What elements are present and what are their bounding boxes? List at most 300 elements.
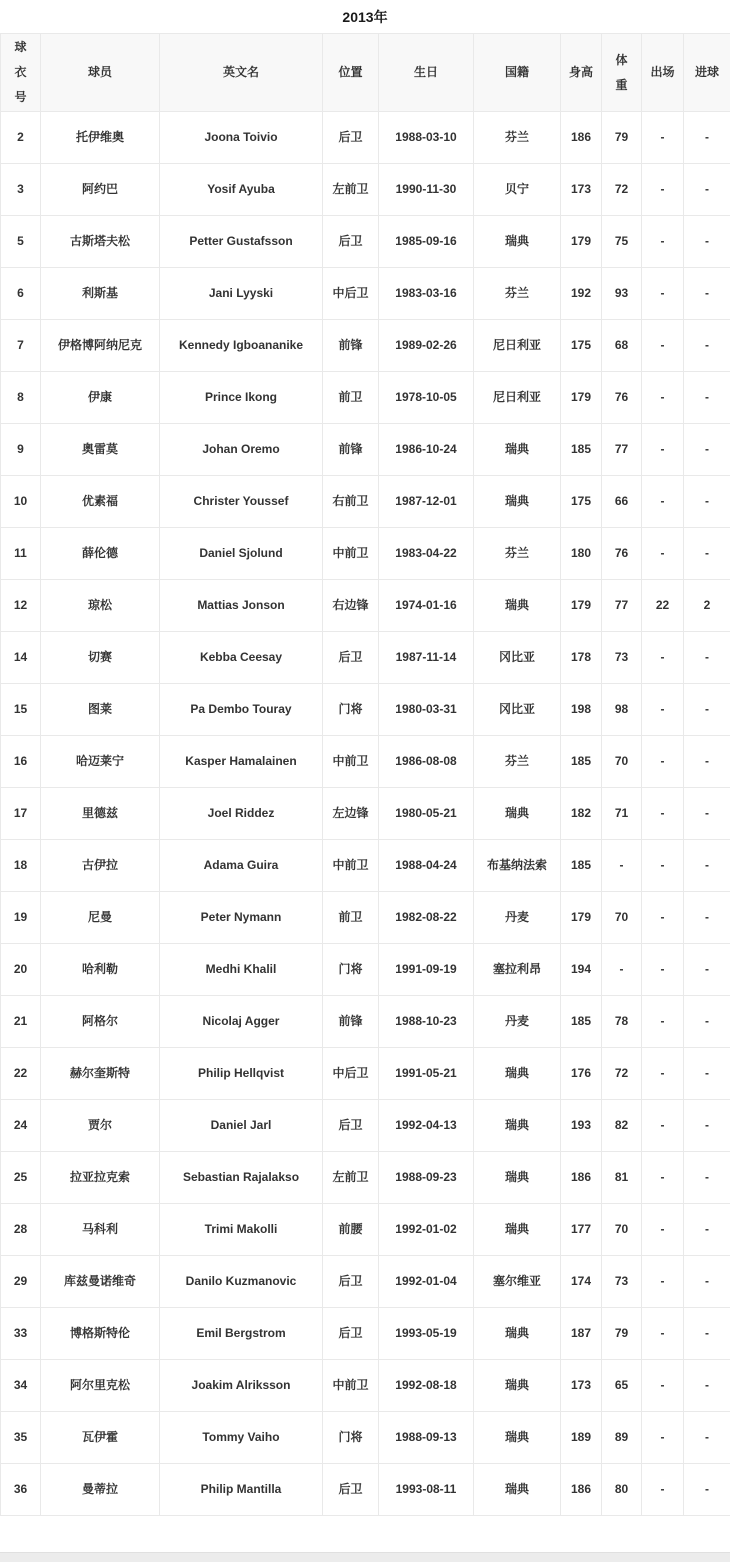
height-cell: 178 bbox=[561, 632, 602, 684]
jersey-number-cell: 36 bbox=[1, 1464, 41, 1516]
nationality-cell: 瑞典 bbox=[474, 1100, 561, 1152]
goals-cell: - bbox=[684, 424, 730, 476]
appearances-cell: - bbox=[642, 788, 684, 840]
birthdate-cell: 1986-10-24 bbox=[379, 424, 474, 476]
birthdate-cell: 1989-02-26 bbox=[379, 320, 474, 372]
player-row bbox=[1, 1152, 730, 1204]
jersey-number-cell: 5 bbox=[1, 216, 41, 268]
position-cell: 中前卫 bbox=[323, 1360, 379, 1412]
player-name-en-cell: Medhi Khalil bbox=[160, 944, 323, 996]
appearances-cell: - bbox=[642, 684, 684, 736]
player-name-cn-cell: 奥雷莫 bbox=[41, 424, 160, 476]
birthdate-cell: 1987-11-14 bbox=[379, 632, 474, 684]
jersey-number-cell: 24 bbox=[1, 1100, 41, 1152]
goals-cell: - bbox=[684, 632, 730, 684]
player-name-cn-cell: 琼松 bbox=[41, 580, 160, 632]
column-header-birthdate: 生日 bbox=[379, 34, 474, 112]
column-header-jersey-number: 球衣号 bbox=[1, 34, 41, 112]
jersey-number-cell: 3 bbox=[1, 164, 41, 216]
player-name-cn-cell: 阿约巴 bbox=[41, 164, 160, 216]
appearances-cell: - bbox=[642, 1412, 684, 1464]
height-cell: 179 bbox=[561, 372, 602, 424]
goals-cell: - bbox=[684, 112, 730, 164]
player-name-en-cell: Joona Toivio bbox=[160, 112, 323, 164]
jersey-number-cell: 29 bbox=[1, 1256, 41, 1308]
nationality-cell: 瑞典 bbox=[474, 1308, 561, 1360]
appearances-cell: - bbox=[642, 1256, 684, 1308]
player-row bbox=[1, 840, 730, 892]
weight-cell: 81 bbox=[602, 1152, 642, 1204]
weight-cell: 75 bbox=[602, 216, 642, 268]
player-name-cn-cell: 贾尔 bbox=[41, 1100, 160, 1152]
jersey-number-cell: 10 bbox=[1, 476, 41, 528]
nationality-cell: 布基纳法索 bbox=[474, 840, 561, 892]
weight-cell: 93 bbox=[602, 268, 642, 320]
height-cell: 187 bbox=[561, 1308, 602, 1360]
nationality-cell: 贝宁 bbox=[474, 164, 561, 216]
player-row bbox=[1, 632, 730, 684]
nationality-cell: 瑞典 bbox=[474, 580, 561, 632]
weight-cell: 66 bbox=[602, 476, 642, 528]
weight-cell: 73 bbox=[602, 632, 642, 684]
player-name-cn-cell: 哈迈莱宁 bbox=[41, 736, 160, 788]
appearances-cell: - bbox=[642, 1308, 684, 1360]
height-cell: 182 bbox=[561, 788, 602, 840]
players-table-body bbox=[1, 112, 730, 1516]
height-cell: 194 bbox=[561, 944, 602, 996]
position-cell: 后卫 bbox=[323, 216, 379, 268]
jersey-number-cell: 7 bbox=[1, 320, 41, 372]
position-cell: 后卫 bbox=[323, 1464, 379, 1516]
goals-cell: - bbox=[684, 736, 730, 788]
jersey-number-cell: 28 bbox=[1, 1204, 41, 1256]
player-row bbox=[1, 112, 730, 164]
position-cell: 中前卫 bbox=[323, 840, 379, 892]
height-cell: 173 bbox=[561, 164, 602, 216]
goals-cell: - bbox=[684, 1360, 730, 1412]
weight-cell: 79 bbox=[602, 112, 642, 164]
column-header-player-name-cn: 球员 bbox=[41, 34, 160, 112]
player-row bbox=[1, 1100, 730, 1152]
height-cell: 185 bbox=[561, 840, 602, 892]
player-name-en-cell: Danilo Kuzmanovic bbox=[160, 1256, 323, 1308]
player-row bbox=[1, 892, 730, 944]
height-cell: 179 bbox=[561, 216, 602, 268]
column-header-goals: 进球 bbox=[684, 34, 730, 112]
goals-cell: - bbox=[684, 164, 730, 216]
birthdate-cell: 1987-12-01 bbox=[379, 476, 474, 528]
bottom-divider bbox=[0, 1552, 730, 1562]
appearances-cell: - bbox=[642, 528, 684, 580]
height-cell: 177 bbox=[561, 1204, 602, 1256]
player-name-en-cell: Daniel Jarl bbox=[160, 1100, 323, 1152]
nationality-cell: 芬兰 bbox=[474, 736, 561, 788]
goals-cell: - bbox=[684, 320, 730, 372]
position-cell: 前锋 bbox=[323, 996, 379, 1048]
goals-cell: - bbox=[684, 268, 730, 320]
player-name-en-cell: Peter Nymann bbox=[160, 892, 323, 944]
weight-cell: 98 bbox=[602, 684, 642, 736]
position-cell: 前卫 bbox=[323, 892, 379, 944]
position-cell: 门将 bbox=[323, 684, 379, 736]
player-name-en-cell: Kebba Ceesay bbox=[160, 632, 323, 684]
position-cell: 左边锋 bbox=[323, 788, 379, 840]
birthdate-cell: 1992-01-04 bbox=[379, 1256, 474, 1308]
jersey-number-cell: 34 bbox=[1, 1360, 41, 1412]
weight-cell: 70 bbox=[602, 736, 642, 788]
player-row bbox=[1, 320, 730, 372]
nationality-cell: 瑞典 bbox=[474, 216, 561, 268]
birthdate-cell: 1988-09-23 bbox=[379, 1152, 474, 1204]
birthdate-cell: 1992-01-02 bbox=[379, 1204, 474, 1256]
player-name-cn-cell: 哈利勒 bbox=[41, 944, 160, 996]
player-name-cn-cell: 伊康 bbox=[41, 372, 160, 424]
nationality-cell: 冈比亚 bbox=[474, 632, 561, 684]
height-cell: 193 bbox=[561, 1100, 602, 1152]
goals-cell: - bbox=[684, 1152, 730, 1204]
player-row bbox=[1, 372, 730, 424]
height-cell: 175 bbox=[561, 476, 602, 528]
birthdate-cell: 1991-09-19 bbox=[379, 944, 474, 996]
player-name-en-cell: Yosif Ayuba bbox=[160, 164, 323, 216]
player-name-cn-cell: 优素福 bbox=[41, 476, 160, 528]
birthdate-cell: 1988-10-23 bbox=[379, 996, 474, 1048]
appearances-cell: - bbox=[642, 424, 684, 476]
jersey-number-cell: 16 bbox=[1, 736, 41, 788]
goals-cell: - bbox=[684, 1100, 730, 1152]
position-cell: 门将 bbox=[323, 1412, 379, 1464]
birthdate-cell: 1986-08-08 bbox=[379, 736, 474, 788]
birthdate-cell: 1992-04-13 bbox=[379, 1100, 474, 1152]
weight-cell: 72 bbox=[602, 1048, 642, 1100]
birthdate-cell: 1992-08-18 bbox=[379, 1360, 474, 1412]
goals-cell: 2 bbox=[684, 580, 730, 632]
weight-cell: 76 bbox=[602, 372, 642, 424]
player-name-en-cell: Joel Riddez bbox=[160, 788, 323, 840]
jersey-number-cell: 33 bbox=[1, 1308, 41, 1360]
birthdate-cell: 1985-09-16 bbox=[379, 216, 474, 268]
position-cell: 右边锋 bbox=[323, 580, 379, 632]
player-name-cn-cell: 古斯塔夫松 bbox=[41, 216, 160, 268]
position-cell: 中前卫 bbox=[323, 736, 379, 788]
weight-cell: 79 bbox=[602, 1308, 642, 1360]
player-name-cn-cell: 曼蒂拉 bbox=[41, 1464, 160, 1516]
weight-cell: 77 bbox=[602, 424, 642, 476]
height-cell: 173 bbox=[561, 1360, 602, 1412]
player-row bbox=[1, 1308, 730, 1360]
birthdate-cell: 1983-04-22 bbox=[379, 528, 474, 580]
player-name-en-cell: Prince Ikong bbox=[160, 372, 323, 424]
goals-cell: - bbox=[684, 1308, 730, 1360]
weight-cell: 77 bbox=[602, 580, 642, 632]
appearances-cell: - bbox=[642, 216, 684, 268]
nationality-cell: 芬兰 bbox=[474, 268, 561, 320]
player-row bbox=[1, 944, 730, 996]
weight-cell: 76 bbox=[602, 528, 642, 580]
player-row bbox=[1, 528, 730, 580]
column-header-nationality: 国籍 bbox=[474, 34, 561, 112]
player-name-cn-cell: 图莱 bbox=[41, 684, 160, 736]
player-row bbox=[1, 424, 730, 476]
birthdate-cell: 1982-08-22 bbox=[379, 892, 474, 944]
nationality-cell: 瑞典 bbox=[474, 1464, 561, 1516]
goals-cell: - bbox=[684, 944, 730, 996]
player-row bbox=[1, 1360, 730, 1412]
player-name-cn-cell: 马科利 bbox=[41, 1204, 160, 1256]
birthdate-cell: 1980-05-21 bbox=[379, 788, 474, 840]
player-name-cn-cell: 里德兹 bbox=[41, 788, 160, 840]
jersey-number-cell: 12 bbox=[1, 580, 41, 632]
appearances-cell: - bbox=[642, 320, 684, 372]
birthdate-cell: 1978-10-05 bbox=[379, 372, 474, 424]
nationality-cell: 尼日利亚 bbox=[474, 320, 561, 372]
player-row bbox=[1, 788, 730, 840]
player-name-cn-cell: 利斯基 bbox=[41, 268, 160, 320]
appearances-cell: - bbox=[642, 1048, 684, 1100]
header-row bbox=[1, 34, 730, 112]
weight-cell: - bbox=[602, 944, 642, 996]
weight-cell: 71 bbox=[602, 788, 642, 840]
position-cell: 前卫 bbox=[323, 372, 379, 424]
birthdate-cell: 1988-04-24 bbox=[379, 840, 474, 892]
position-cell: 中前卫 bbox=[323, 528, 379, 580]
birthdate-cell: 1980-03-31 bbox=[379, 684, 474, 736]
appearances-cell: 22 bbox=[642, 580, 684, 632]
player-name-en-cell: Kasper Hamalainen bbox=[160, 736, 323, 788]
position-cell: 后卫 bbox=[323, 112, 379, 164]
players-table bbox=[0, 33, 730, 1516]
height-cell: 198 bbox=[561, 684, 602, 736]
appearances-cell: - bbox=[642, 944, 684, 996]
jersey-number-cell: 22 bbox=[1, 1048, 41, 1100]
player-name-en-cell: Kennedy Igboananike bbox=[160, 320, 323, 372]
player-row bbox=[1, 1464, 730, 1516]
goals-cell: - bbox=[684, 788, 730, 840]
player-name-cn-cell: 阿格尔 bbox=[41, 996, 160, 1048]
birthdate-cell: 1983-03-16 bbox=[379, 268, 474, 320]
weight-cell: 70 bbox=[602, 1204, 642, 1256]
goals-cell: - bbox=[684, 1204, 730, 1256]
nationality-cell: 瑞典 bbox=[474, 788, 561, 840]
jersey-number-cell: 8 bbox=[1, 372, 41, 424]
nationality-cell: 塞拉利昂 bbox=[474, 944, 561, 996]
player-row bbox=[1, 996, 730, 1048]
nationality-cell: 瑞典 bbox=[474, 424, 561, 476]
appearances-cell: - bbox=[642, 736, 684, 788]
goals-cell: - bbox=[684, 1256, 730, 1308]
player-name-en-cell: Philip Mantilla bbox=[160, 1464, 323, 1516]
appearances-cell: - bbox=[642, 892, 684, 944]
player-name-cn-cell: 博格斯特伦 bbox=[41, 1308, 160, 1360]
player-name-cn-cell: 托伊维奥 bbox=[41, 112, 160, 164]
nationality-cell: 丹麦 bbox=[474, 996, 561, 1048]
appearances-cell: - bbox=[642, 996, 684, 1048]
appearances-cell: - bbox=[642, 476, 684, 528]
column-header-weight: 体重 bbox=[602, 34, 642, 112]
goals-cell: - bbox=[684, 216, 730, 268]
player-name-en-cell: Christer Youssef bbox=[160, 476, 323, 528]
player-row bbox=[1, 216, 730, 268]
height-cell: 179 bbox=[561, 580, 602, 632]
player-name-en-cell: Mattias Jonson bbox=[160, 580, 323, 632]
player-name-en-cell: Tommy Vaiho bbox=[160, 1412, 323, 1464]
weight-cell: 73 bbox=[602, 1256, 642, 1308]
player-name-cn-cell: 古伊拉 bbox=[41, 840, 160, 892]
position-cell: 左前卫 bbox=[323, 164, 379, 216]
player-name-cn-cell: 瓦伊霍 bbox=[41, 1412, 160, 1464]
nationality-cell: 瑞典 bbox=[474, 1204, 561, 1256]
player-name-en-cell: Trimi Makolli bbox=[160, 1204, 323, 1256]
player-name-en-cell: Daniel Sjolund bbox=[160, 528, 323, 580]
player-name-en-cell: Johan Oremo bbox=[160, 424, 323, 476]
player-name-en-cell: Joakim Alriksson bbox=[160, 1360, 323, 1412]
goals-cell: - bbox=[684, 1048, 730, 1100]
column-header-position: 位置 bbox=[323, 34, 379, 112]
weight-cell: 65 bbox=[602, 1360, 642, 1412]
birthdate-cell: 1993-08-11 bbox=[379, 1464, 474, 1516]
column-header-height: 身高 bbox=[561, 34, 602, 112]
player-row bbox=[1, 736, 730, 788]
player-name-en-cell: Pa Dembo Touray bbox=[160, 684, 323, 736]
birthdate-cell: 1974-01-16 bbox=[379, 580, 474, 632]
height-cell: 174 bbox=[561, 1256, 602, 1308]
player-name-en-cell: Philip Hellqvist bbox=[160, 1048, 323, 1100]
height-cell: 189 bbox=[561, 1412, 602, 1464]
height-cell: 179 bbox=[561, 892, 602, 944]
jersey-number-cell: 6 bbox=[1, 268, 41, 320]
player-row bbox=[1, 476, 730, 528]
player-name-cn-cell: 赫尔奎斯特 bbox=[41, 1048, 160, 1100]
player-name-en-cell: Sebastian Rajalakso bbox=[160, 1152, 323, 1204]
nationality-cell: 塞尔维亚 bbox=[474, 1256, 561, 1308]
jersey-number-cell: 35 bbox=[1, 1412, 41, 1464]
jersey-number-cell: 19 bbox=[1, 892, 41, 944]
jersey-number-cell: 14 bbox=[1, 632, 41, 684]
goals-cell: - bbox=[684, 1464, 730, 1516]
position-cell: 门将 bbox=[323, 944, 379, 996]
player-name-cn-cell: 库兹曼诺维奇 bbox=[41, 1256, 160, 1308]
player-row bbox=[1, 1204, 730, 1256]
nationality-cell: 冈比亚 bbox=[474, 684, 561, 736]
height-cell: 186 bbox=[561, 1464, 602, 1516]
goals-cell: - bbox=[684, 996, 730, 1048]
nationality-cell: 瑞典 bbox=[474, 1048, 561, 1100]
goals-cell: - bbox=[684, 528, 730, 580]
weight-cell: - bbox=[602, 840, 642, 892]
player-row bbox=[1, 684, 730, 736]
position-cell: 后卫 bbox=[323, 632, 379, 684]
appearances-cell: - bbox=[642, 372, 684, 424]
player-name-cn-cell: 薛伦德 bbox=[41, 528, 160, 580]
jersey-number-cell: 2 bbox=[1, 112, 41, 164]
weight-cell: 80 bbox=[602, 1464, 642, 1516]
position-cell: 后卫 bbox=[323, 1256, 379, 1308]
birthdate-cell: 1988-03-10 bbox=[379, 112, 474, 164]
goals-cell: - bbox=[684, 372, 730, 424]
jersey-number-cell: 15 bbox=[1, 684, 41, 736]
birthdate-cell: 1993-05-19 bbox=[379, 1308, 474, 1360]
player-name-en-cell: Petter Gustafsson bbox=[160, 216, 323, 268]
weight-cell: 82 bbox=[602, 1100, 642, 1152]
position-cell: 中后卫 bbox=[323, 268, 379, 320]
player-row bbox=[1, 580, 730, 632]
height-cell: 185 bbox=[561, 736, 602, 788]
position-cell: 后卫 bbox=[323, 1308, 379, 1360]
player-row bbox=[1, 1412, 730, 1464]
jersey-number-cell: 11 bbox=[1, 528, 41, 580]
weight-cell: 89 bbox=[602, 1412, 642, 1464]
appearances-cell: - bbox=[642, 840, 684, 892]
position-cell: 前腰 bbox=[323, 1204, 379, 1256]
appearances-cell: - bbox=[642, 268, 684, 320]
goals-cell: - bbox=[684, 840, 730, 892]
height-cell: 186 bbox=[561, 112, 602, 164]
player-name-en-cell: Emil Bergstrom bbox=[160, 1308, 323, 1360]
weight-cell: 70 bbox=[602, 892, 642, 944]
position-cell: 前锋 bbox=[323, 320, 379, 372]
player-name-cn-cell: 切赛 bbox=[41, 632, 160, 684]
appearances-cell: - bbox=[642, 1152, 684, 1204]
player-name-cn-cell: 阿尔里克松 bbox=[41, 1360, 160, 1412]
player-row bbox=[1, 268, 730, 320]
jersey-number-cell: 18 bbox=[1, 840, 41, 892]
appearances-cell: - bbox=[642, 164, 684, 216]
birthdate-cell: 1990-11-30 bbox=[379, 164, 474, 216]
appearances-cell: - bbox=[642, 1464, 684, 1516]
position-cell: 左前卫 bbox=[323, 1152, 379, 1204]
jersey-number-cell: 17 bbox=[1, 788, 41, 840]
player-row bbox=[1, 1048, 730, 1100]
nationality-cell: 瑞典 bbox=[474, 1412, 561, 1464]
weight-cell: 78 bbox=[602, 996, 642, 1048]
nationality-cell: 瑞典 bbox=[474, 1360, 561, 1412]
nationality-cell: 尼日利亚 bbox=[474, 372, 561, 424]
nationality-cell: 芬兰 bbox=[474, 528, 561, 580]
birthdate-cell: 1988-09-13 bbox=[379, 1412, 474, 1464]
appearances-cell: - bbox=[642, 632, 684, 684]
page-title: 2013年 bbox=[342, 9, 388, 25]
weight-cell: 72 bbox=[602, 164, 642, 216]
jersey-number-cell: 20 bbox=[1, 944, 41, 996]
goals-cell: - bbox=[684, 892, 730, 944]
player-name-cn-cell: 伊格博阿纳尼克 bbox=[41, 320, 160, 372]
birthdate-cell: 1991-05-21 bbox=[379, 1048, 474, 1100]
player-name-cn-cell: 拉亚拉克索 bbox=[41, 1152, 160, 1204]
height-cell: 186 bbox=[561, 1152, 602, 1204]
height-cell: 180 bbox=[561, 528, 602, 580]
goals-cell: - bbox=[684, 1412, 730, 1464]
player-row bbox=[1, 164, 730, 216]
height-cell: 185 bbox=[561, 996, 602, 1048]
height-cell: 175 bbox=[561, 320, 602, 372]
nationality-cell: 丹麦 bbox=[474, 892, 561, 944]
appearances-cell: - bbox=[642, 1204, 684, 1256]
weight-cell: 68 bbox=[602, 320, 642, 372]
nationality-cell: 芬兰 bbox=[474, 112, 561, 164]
height-cell: 185 bbox=[561, 424, 602, 476]
goals-cell: - bbox=[684, 684, 730, 736]
nationality-cell: 瑞典 bbox=[474, 476, 561, 528]
appearances-cell: - bbox=[642, 1360, 684, 1412]
goals-cell: - bbox=[684, 476, 730, 528]
appearances-cell: - bbox=[642, 1100, 684, 1152]
column-header-appearances: 出场 bbox=[642, 34, 684, 112]
appearances-cell: - bbox=[642, 112, 684, 164]
jersey-number-cell: 21 bbox=[1, 996, 41, 1048]
player-name-en-cell: Adama Guira bbox=[160, 840, 323, 892]
player-row bbox=[1, 1256, 730, 1308]
position-cell: 中后卫 bbox=[323, 1048, 379, 1100]
